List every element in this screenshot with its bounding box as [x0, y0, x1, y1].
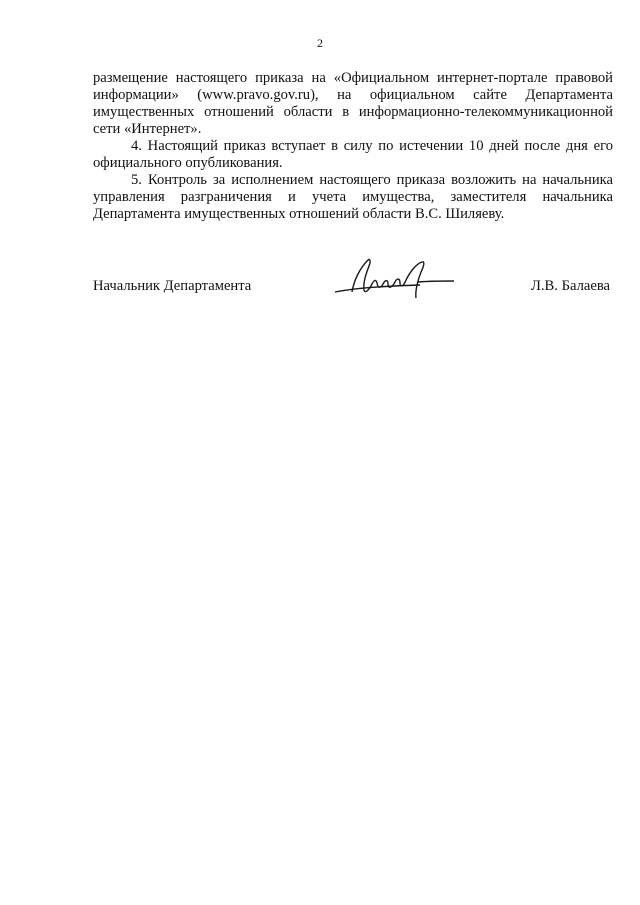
handwritten-signature	[330, 252, 460, 304]
paragraph-continuation: размещение настоящего приказа на «Официальном интернет-портале правовой информации» (www.pravo.gov.ru), на официальном сайте Департамента имущественных отношений области в информационно-телекоммуникационной сети «Интернет».	[93, 70, 613, 137]
signer-position: Начальник Департамента	[93, 278, 252, 294]
paragraph-item-5: 5. Контроль за исполнением настоящего приказа возложить на начальника управления разграничения и учета имущества, заместителя начальника Департамента имущественных отношений области В.С. Шиляеву.	[93, 172, 613, 222]
signer-name: Л.В. Балаева	[531, 278, 610, 294]
page-number: 2	[317, 36, 323, 50]
document-body	[93, 70, 613, 223]
paragraph-item-4: 4. Настоящий приказ вступает в силу по истечении 10 дней после дня его официального опубликования.	[93, 138, 613, 171]
